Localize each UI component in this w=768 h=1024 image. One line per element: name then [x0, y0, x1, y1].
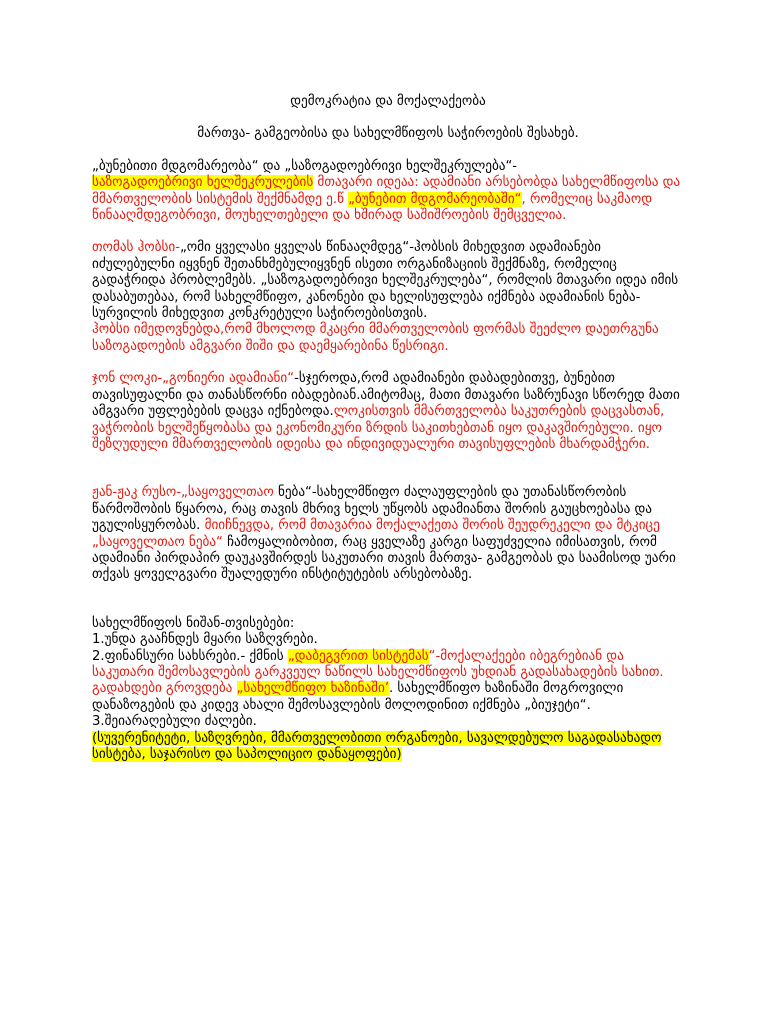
- p1-highlight-natural-state: „ბუნებით მდგომარეობაში“: [348, 191, 522, 207]
- p2-body: „ომი ყველასი ყველას წინააღმდეგ“-ჰობსის მიხედვით ადამიანები იძულებულნი იყვნენ შეთანხმებულიყვნენ ისეთი ორგანიზაციის შექმნაზე, რომელიც გადაჭრიდა პრობლემებს. „საზოგადოებრივი ხელშეკრულება“, რომლის მთავარი იდეა იმის დასაბუთებაა, რომ სახელმწიფო, კანონები და ხელისუფლება იქმნება ადამიანის ნება-სურვილის მიხედვით კონკრეტული საჭიროებისთვის.: [92, 240, 679, 322]
- item2-ending: . სახელმწიფო ხაზინაში მოგროვილი დანაზოგების და კიდევ ახალი შემოსავლების მოლოდინით იქმნება „ბიუჯეტი“.: [92, 681, 624, 713]
- p4-author-rousseau: ჟან-ჟაკ რუსო-: [92, 485, 182, 501]
- document-subtitle: მართვა- გამგეობისა და სახელმწიფოს საჭიროების შესახებ.: [197, 126, 579, 142]
- item2-body: “-მოქალაქეები იბეგრებიან და საკუთარი შემოსავლების გარკვეულ ნაწილს სახელმწიფოს უხდიან გადასახადების სახით. გადახდები გროვდება: [92, 648, 664, 697]
- document-title: დემოკრატია და მოქალაქეობა: [290, 94, 486, 109]
- p1-ending: , რომელიც საკმაოდ წინააღმდეგობრივი, მოუხელთებელი და ხშირად საშიშროების შემცველია.: [92, 191, 652, 224]
- p4-belief: მიიჩნევდა, რომ მთავარია მოქალაქეთა შორის შეუდრეკელი და მტკიცე „საყოველთაო ნება“: [92, 518, 660, 550]
- list-item-detail: [92, 731, 684, 764]
- p3-author-locke: ჯონ ლოკი-: [92, 371, 163, 387]
- p2-conclusion: ჰობსი იმედოვნებდა,რომ მხოლოდ მკაცრი მმართველობის ფორმას შეეძლო დაეთრგუნა საზოგადოების ამგვარი შიში და დაემყარებინა წესრიგი.: [92, 322, 659, 354]
- paragraph-rousseau: [92, 485, 684, 583]
- item3-detail-highlight: (სუვერენიტეტი, საზღვრები, მმართველობითი ორგანოები, სავალდებულო საგადასახადო სისტება, საჯარისო და საპოლიციო დანაყოფები): [92, 730, 662, 762]
- list-heading: სახელმწიფოს ნიშან-თვისებები:: [92, 615, 295, 631]
- list-item-armed-forces: 3.შეიარაღებული ძალები.: [92, 714, 257, 730]
- list-item-finances: [92, 649, 684, 715]
- paragraph-social-contract: [92, 159, 684, 225]
- p4-concept: „საყოველთაო: [181, 485, 274, 501]
- p2-author-hobbes: თომას ჰობსი-: [92, 240, 180, 256]
- item2-highlight-tax-system: „დაბეგვრით სისტემას: [287, 648, 429, 664]
- p1-highlight-social-contract: საზოგადოებრივი ხელშეკრულების: [92, 175, 314, 191]
- p1-intro: „ბუნებითი მდგომარეობა“ და „საზოგადოებრივი ხელშეკრულება“-: [92, 158, 518, 174]
- p4-body: ნება“-სახელმწიფო ძალაუფლების და უთანასწორობის წარმოშობის წყაროა, რაც თავის მხრივ ხელს უწყობს ადამიანთა შორის გაუცხოებასა და უგულისყურობას.: [92, 485, 652, 534]
- p3-concept: „გონიერი ადამიანი“: [162, 371, 295, 387]
- document-page: [92, 94, 684, 763]
- state-features-list: [92, 616, 684, 764]
- paragraph-locke: [92, 371, 684, 453]
- p1-main-idea: მთავარი იდეაა: ადამიანი არსებობდა სახელმწიფოსა და მმართველობის სისტემის შექმნამდე ე.წ: [92, 175, 681, 207]
- p4-ending: ჩამოყალიბობით, რაც ყველაზე კარგი საფუძველია იმისათვის, რომ ადამიანი პირდაპირ დაუკავშირდეს საკუთარი თავის მართვა- გამგეობას და საამისოდ უარი თქვას ყოველგვარი შუალედური ინსტიტუტების არსებობაზე.: [92, 534, 676, 583]
- item2-highlight-treasury: „სახელმწიფო ხაზინაში’: [236, 681, 390, 697]
- paragraph-hobbes: [92, 240, 684, 355]
- list-item-borders: 1.უნდა გააჩნდეს მყარი საზღვრები.: [92, 632, 318, 648]
- item2-intro: 2.ფინანსური სახსრები.- ქმნის: [92, 648, 288, 664]
- p3-conclusion: ლოკისთვის მმართველობა საკუთრების დაცვასთან, ვაჭრობის ხელშეწყობასა და ეკონომიკური ზრდის საკითხებთან იყო დაკავშირებული. იყო შეზღუდული მმართველობის იდეისა და ინდივიდუალური თავისუფლების მხარდამჭერი.: [92, 404, 665, 452]
- p3-body: -სჯეროდა,რომ ადამიანები დაბადებითვე, ბუნებით თავისუფალნი და თანასწორნი იბადებიან.ამიტომაც, მათი მთავარი საზრუნავი სწორედ მათი ამგვარი უფლებების დაცვა იქნებოდა.: [92, 371, 680, 420]
